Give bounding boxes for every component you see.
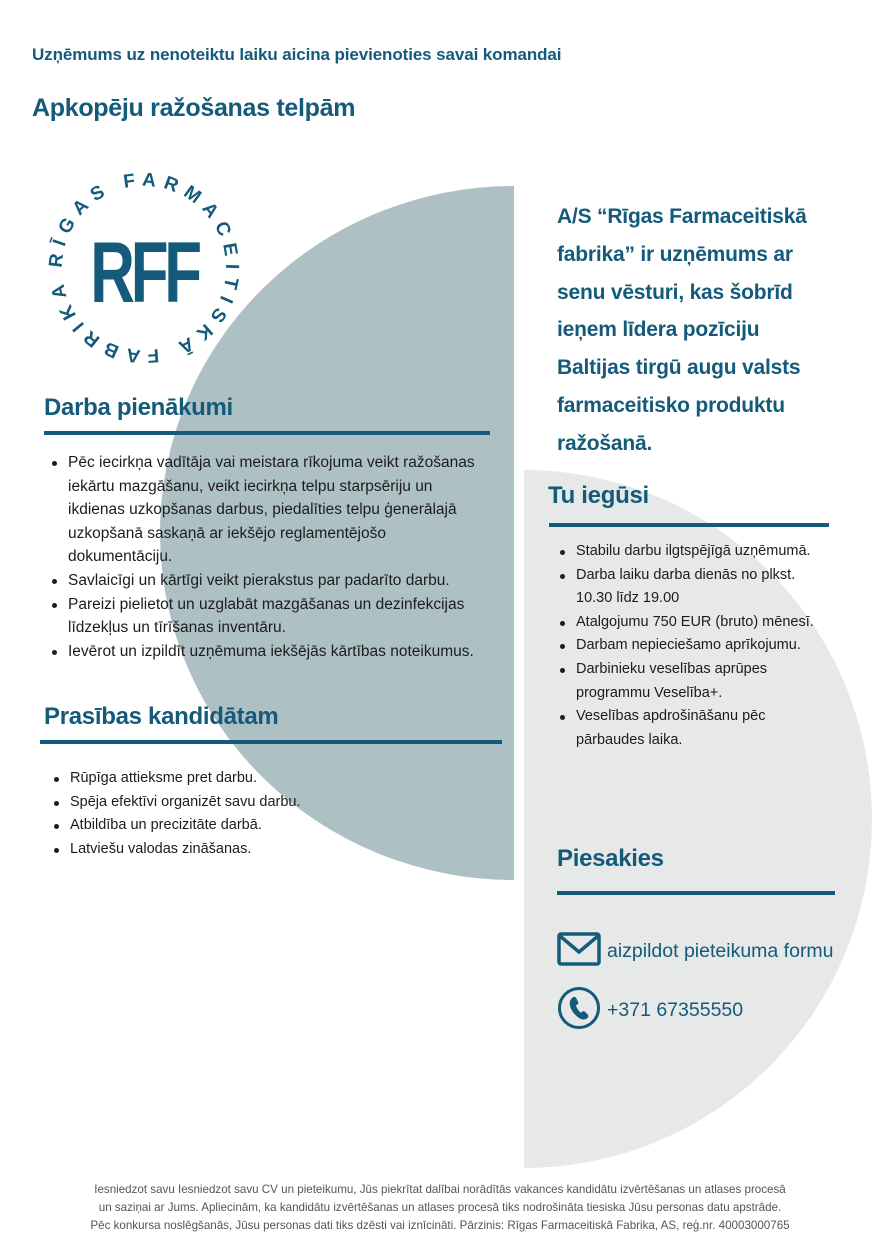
company-logo — [36, 160, 252, 376]
intro-line: farmaceitisko produktu — [557, 393, 785, 417]
list-item: Atbildība un precizitāte darbā. — [46, 814, 486, 838]
list-item: Stabilu darbu ilgtspējīgā uzņēmumā. — [552, 540, 832, 564]
intro-line: ražošanā. — [557, 431, 653, 455]
envelope-icon — [557, 932, 601, 971]
list-item: Pēc iecirkņa vadītāja vai meistara rīkojuma veikt ražošanas iekārtu mazgāšanu, veikt iecirkņa telpu starpsēriju un ikdienas uzkopšanas darbus, piedalīties telpu ģenerālajā uzkopšanā saskaņā ar iekšējo reglamentējošo dokumentāciju. — [44, 451, 484, 569]
apply-heading: Piesakies — [557, 845, 664, 872]
privacy-notice — [20, 1181, 860, 1235]
benefits-heading: Tu iegūsi — [548, 482, 649, 509]
privacy-notice-line: Pēc konkursa noslēgšanās, Jūsu personas dati tiks dzēsti vai iznīcināti. Pārzinis: Rīgas Farmaceitiskā Fabrika, AS, reģ.nr. 40003000765 — [90, 1219, 790, 1232]
tagline: Uzņēmums uz nenoteiktu laiku aicina pievienoties savai komandai — [32, 45, 562, 64]
requirements-heading: Prasības kandidātam — [44, 703, 279, 730]
phone-number[interactable]: +371 67355550 — [607, 999, 744, 1021]
list-item: Spēja efektīvi organizēt savu darbu. — [46, 791, 486, 815]
list-item: Pareizi pielietot un uzglabāt mazgāšanas un dezinfekcijas līdzekļus un tīrīšanas inventāru. — [44, 593, 484, 640]
list-item: Atalgojumu 750 EUR (bruto) mēnesī. — [552, 611, 832, 635]
duties-heading: Darba pienākumi — [44, 394, 233, 421]
application-form-label[interactable]: aizpildot pieteikuma formu — [607, 940, 834, 962]
phone-icon — [557, 986, 601, 1035]
phone-link[interactable] — [557, 986, 743, 1035]
intro-line: Baltijas tirgū augu valsts — [557, 356, 801, 380]
benefits-divider — [549, 523, 829, 527]
list-item: Savlaicīgi un kārtīgi veikt pierakstus par padarīto darbu. — [44, 569, 484, 593]
application-form-link[interactable] — [557, 932, 834, 971]
list-item: Darbam nepieciešamo aprīkojumu. — [552, 634, 832, 658]
intro-line: A/S “Rīgas Farmaceitiskā — [557, 205, 807, 228]
company-intro — [557, 198, 847, 463]
privacy-notice-line: un saziņai ar Jums. Apliecinām, ka kandidātu izvērtēšanas un atlases procesā tiks nodrošināta tiesiska Jūsu personas datu apstrāde. — [98, 1201, 782, 1214]
list-item: Ievērot un izpildīt uzņēmuma iekšējās kārtības noteikumus. — [44, 640, 484, 664]
intro-line: fabrika” ir uzņēmums ar — [557, 242, 793, 266]
list-item: Darbinieku veselības aprūpes programmu Veselība+. — [552, 658, 832, 705]
logo-ring-text: RĪGAS FARMACEITISKĀ FABRIKA — [45, 169, 243, 367]
requirements-divider — [40, 740, 502, 744]
list-item: Rūpīga attieksme pret darbu. — [46, 767, 486, 791]
logo-monogram: RFF — [90, 223, 198, 321]
list-item: Veselības apdrošināšanu pēc pārbaudes laika. — [552, 705, 832, 752]
benefits-list — [552, 540, 832, 752]
privacy-notice-line: Iesniedzot savu Iesniedzot savu CV un pieteikumu, Jūs piekrītat dalībai norādītās vakances kandidātu izvērtēšanas un atlases procesā — [94, 1183, 786, 1196]
rff-logo-icon — [36, 160, 252, 376]
apply-divider — [557, 891, 835, 895]
list-item: Darba laiku darba dienās no plkst. 10.30 līdz 19.00 — [552, 564, 832, 611]
intro-line: ieņem līdera pozīciju — [557, 318, 760, 342]
job-title: Apkopēju ražošanas telpām — [32, 94, 356, 122]
duties-list — [44, 451, 484, 663]
duties-divider — [44, 431, 490, 435]
requirements-list — [46, 767, 486, 861]
list-item: Latviešu valodas zināšanas. — [46, 838, 486, 862]
intro-line: senu vēsturi, kas šobrīd — [557, 280, 793, 304]
